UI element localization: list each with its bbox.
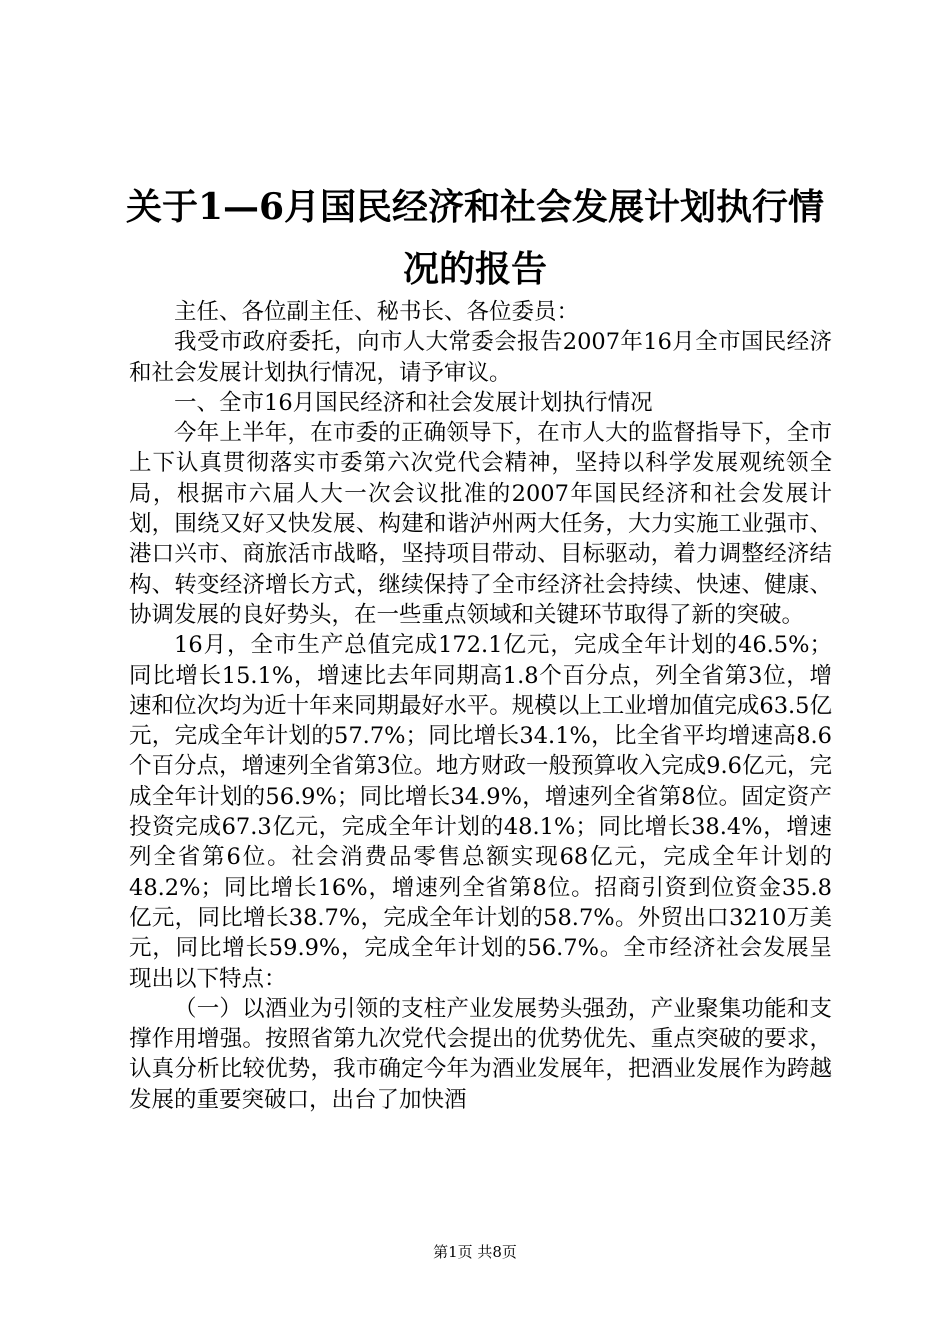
- page-footer: 第1页 共8页: [433, 1243, 517, 1261]
- salutation-paragraph: 主任、各位副主任、秘书长、各位委员：: [174, 299, 580, 325]
- document-title: 关于1—6月国民经济和社会发展计划执行情况的报告: [125, 186, 825, 290]
- body-paragraph: 16月，全市生产总值完成172.1亿元，完成全年计划的46.5%；同比增长15.1%，增速比去年同期高1.8个百分点，列全省第3位，增速和位次均为近十年来同期最好水平。规模以上工业增加值完成63.5亿元，完成全年计划的57.7%；同比增长34.1%，比全省平均增速高8.6个百分点，增速列全省第3位。地方财政一般预算收入完成9.6亿元，完成全年计划的56.9%；同比增长34.9%，增速列全省第8位。固定资产投资完成67.3亿元，完成全年计划的48.1%；同比增长38.4%，增速列全省第6位。社会消费品零售总额实现68亿元，完成全年计划的48.2%；同比增长16%，增速列全省第8位。招商引资到位资金35.8亿元，同比增长38.7%，完成全年计划的58.7%。外贸出口3210万美元，同比增长59.9%，完成全年计划的56.7%。全市经济社会发展呈现出以下特点：: [129, 632, 832, 992]
- body-paragraph: （一）以酒业为引领的支柱产业发展势头强劲，产业聚集功能和支撑作用增强。按照省第九次党代会提出的优势优先、重点突破的要求，认真分析比较优势，我市确定今年为酒业发展年，把酒业发展作为跨越发展的重要突破口，出台了加快酒: [129, 995, 832, 1113]
- intro-paragraph: 我受市政府委托，向市人大常委会报告2007年16月全市国民经济和社会发展计划执行情况，请予审议。: [129, 329, 832, 386]
- document-body: [129, 297, 832, 1115]
- section-heading: 一、全市16月国民经济和社会发展计划执行情况: [174, 389, 653, 416]
- body-paragraph: 今年上半年，在市委的正确领导下，在市人大的监督指导下，全市上下认真贯彻落实市委第六次党代会精神，坚持以科学发展观统领全局，根据市六届人大一次会议批准的2007年国民经济和社会发展计划，围绕又好又快发展、构建和谐泸州两大任务，大力实施工业强市、港口兴市、商旅活市战略，坚持项目带动、目标驱动，着力调整经济结构、转变经济增长方式，继续保持了全市经济社会持续、快速、健康、协调发展的良好势头，在一些重点领域和关键环节取得了新的突破。: [129, 420, 832, 628]
